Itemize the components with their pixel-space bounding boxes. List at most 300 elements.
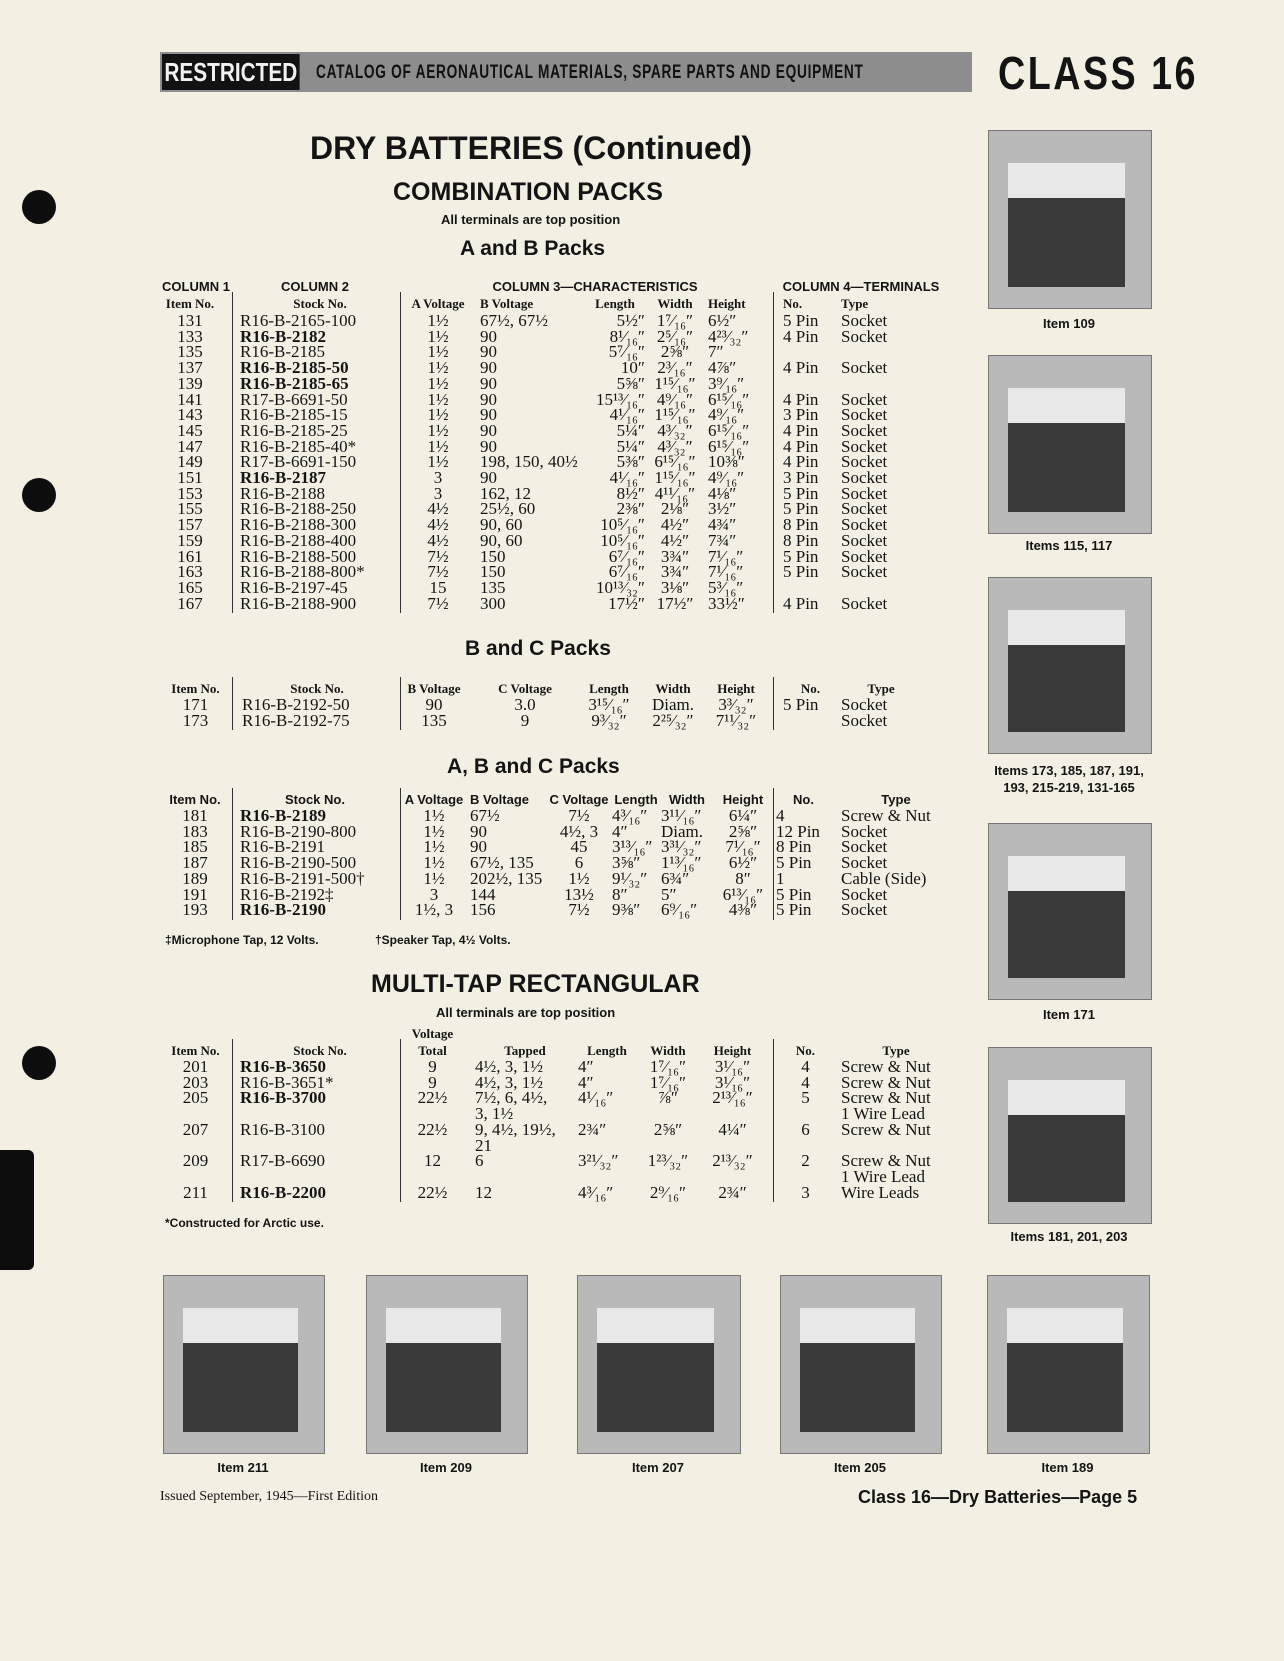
table-cell-a: 1½ — [427, 342, 449, 362]
multitap-subtitle: All terminals are top position — [436, 1005, 616, 1020]
table-cell-type: Socket — [841, 710, 888, 730]
column-header: Length — [614, 792, 658, 807]
table-cell-no: 4 Pin — [783, 358, 819, 378]
subsection-title-bc: B and C Packs — [465, 637, 611, 660]
photo-caption: Item 171 — [1042, 1007, 1096, 1022]
column-header: No. — [800, 681, 821, 696]
table-cell-wid: 6¹⁵⁄₁₆″ — [654, 452, 696, 472]
table-cell-item: 137 — [177, 358, 203, 378]
table-cell-type: Socket — [841, 900, 888, 920]
table-cell-wid: 1⁷⁄₁₆″ — [649, 1072, 687, 1092]
table-cell-stock: R16-B-3100 — [240, 1119, 325, 1139]
table-cell-item: 183 — [182, 821, 208, 841]
table-cell-item: 155 — [177, 499, 203, 519]
column-header: Length — [595, 296, 635, 311]
table-cell-tapped: 12 — [475, 1182, 492, 1202]
table-cell-a: 1½ — [427, 405, 449, 425]
column-header: Type — [882, 1043, 910, 1058]
photo-caption: Item 209 — [419, 1460, 473, 1475]
subsection-title-abc: A, B and C Packs — [447, 755, 620, 778]
column-header: Tapped — [504, 1043, 546, 1058]
table-cell-a: 1½ — [423, 868, 445, 888]
battery-top — [183, 1308, 298, 1343]
table-cell-stock: R16-B-2190-800 — [240, 821, 357, 841]
table-cell-item: 203 — [182, 1072, 209, 1092]
column-header: Height — [708, 296, 746, 311]
table-cell-type: Socket — [841, 884, 888, 904]
table-cell-item: 189 — [182, 868, 208, 888]
table-cell-tapped: 6 — [475, 1151, 484, 1171]
table-cell-stock: R16-B-2185-65 — [240, 373, 349, 393]
table-cell-len: 5⅝″ — [616, 373, 645, 393]
table-cell-stock: R16-B-2188-250 — [240, 499, 357, 519]
table-cell-hgt: 5³⁄₁₆″ — [708, 577, 744, 597]
battery-body — [1008, 423, 1125, 512]
table-cell-stock: R16-B-2190-500 — [240, 853, 357, 873]
table-cell-hgt: 33½″ — [708, 593, 745, 613]
table-cell-item: 165 — [177, 577, 203, 597]
table-cell-len: 10⁵⁄₁₆″ — [600, 515, 645, 535]
table-cell-item: 153 — [177, 483, 203, 503]
table-cell-wid: 2⅛″ — [660, 499, 690, 519]
table-cell-no: 4 Pin — [783, 436, 819, 456]
photo-caption: Items 173, 185, 187, 191, 193, 215-219, 131-165 — [994, 763, 1144, 795]
table-cell-a: 1½, 3 — [414, 900, 454, 920]
table-cell-b: 90 — [480, 468, 497, 487]
table-cell-wid: 1¹⁵⁄₁₆″ — [654, 405, 696, 425]
table-cell-a: 3 — [433, 468, 443, 487]
table-cell-wid: ⅞″ — [658, 1088, 678, 1108]
table-cell-stock: R16-B-2188-900 — [240, 593, 357, 613]
table-cell-stock: R16-B-2191-500† — [240, 868, 365, 888]
battery-body — [183, 1343, 298, 1432]
table-cell-item: 207 — [182, 1119, 209, 1139]
table-cell-b: 202½, 135 — [470, 868, 543, 888]
table-cell-a: 1½ — [427, 389, 449, 409]
table-cell-wid: 2²⁵⁄₃₂″ — [652, 710, 694, 730]
table-cell-b: 162, 12 — [480, 483, 531, 503]
table-cell-b: 198, 150, 40½ — [480, 452, 578, 472]
table-cell-b: 90 — [480, 358, 497, 378]
table-cell-no: 5 Pin — [783, 483, 819, 503]
table-cell-hgt: 4²³⁄₃₂″ — [708, 326, 749, 346]
column-header: A Voltage — [411, 296, 465, 311]
table-cell-len: 17½″ — [608, 593, 645, 613]
column-header: Stock No. — [285, 792, 345, 807]
table-cell-no: 4 Pin — [783, 389, 819, 409]
battery-body — [597, 1343, 714, 1432]
table-cell-b: 90 — [480, 405, 497, 425]
table-cell-type: Socket — [841, 530, 888, 550]
table-cell-no: 5 Pin — [783, 499, 819, 519]
table-cell-a: 4½ — [427, 530, 449, 550]
table-cell-wid: 3¾″ — [660, 562, 690, 582]
table-cell-len: 4³⁄₁₆″ — [612, 806, 648, 825]
table-cell-no: 4 — [776, 806, 785, 825]
table-cell-type: Socket — [841, 562, 888, 582]
table-cell-no: 5 Pin — [783, 546, 819, 566]
battery-top — [800, 1308, 915, 1343]
table-cell-item: 181 — [182, 806, 208, 825]
table-cell-hgt: 6½″ — [728, 853, 758, 873]
table-cell-hgt: 7″ — [708, 342, 724, 362]
table-cell-len: 3²¹⁄₃₂″ — [578, 1151, 619, 1171]
table-cell-hgt: 10⅜″ — [708, 452, 745, 472]
column-header: No. — [795, 1043, 816, 1058]
table-cell-item: 139 — [177, 373, 203, 393]
table-cell-wid: 4½″ — [660, 530, 690, 550]
table-cell-len: 6⁷⁄₁₆″ — [608, 546, 645, 566]
table-cell-total: 22½ — [417, 1088, 448, 1108]
table-cell-stock: R16-B-2188-500 — [240, 546, 357, 566]
table-cell-a: 1½ — [427, 420, 449, 440]
table-cell-len: 8½″ — [616, 483, 645, 503]
table-cell-wid: 6¾″ — [661, 868, 690, 888]
table-cell-type: Socket — [841, 389, 888, 409]
battery-photo — [987, 1275, 1150, 1454]
column-header: Width — [650, 1043, 686, 1058]
battery-body — [1008, 1115, 1125, 1203]
column-header: Height — [722, 792, 764, 807]
table-cell-type: Socket — [841, 546, 888, 566]
table-cell-type: Socket — [841, 452, 888, 472]
table-cell-c: 45 — [570, 837, 588, 857]
photo-caption: Item 211 — [217, 1460, 269, 1475]
table-cell-stock: R16-B-2188-300 — [240, 515, 357, 535]
table-cell-no: 4 Pin — [783, 326, 819, 346]
table-cell-len: 10″ — [620, 358, 645, 378]
table-cell-a: 15 — [429, 577, 447, 597]
table-cell-type: Screw & Nut — [841, 1072, 931, 1092]
table-cell-item: 171 — [182, 695, 209, 714]
battery-photo — [988, 130, 1152, 309]
battery-body — [1008, 198, 1125, 287]
column-header: Item No. — [171, 1043, 220, 1058]
battery-top — [1008, 856, 1125, 891]
column-divider — [773, 788, 774, 920]
table-cell-tapped: 7½, 6, 4½, 3, 1½ — [475, 1088, 548, 1124]
table-cell-stock: R16-B-2188-800* — [240, 562, 365, 582]
table-cell-a: 1½ — [423, 821, 445, 841]
column-header: A Voltage — [404, 792, 464, 807]
table-cell-len: 10¹³⁄₃₂″ — [596, 577, 645, 597]
table-cell-wid: 4⁹⁄₁₆″ — [656, 389, 694, 409]
battery-photo — [988, 823, 1152, 1000]
table-cell-item: 187 — [182, 853, 208, 873]
table-cell-wid: 2³⁄₁₆″ — [657, 358, 693, 378]
table-cell-no: 5 — [801, 1088, 810, 1108]
table-cell-stock: R16-B-2191 — [240, 837, 325, 857]
table-cell-a: 1½ — [427, 373, 449, 393]
table-cell-hgt: 4⁹⁄₁₆″ — [708, 468, 745, 487]
table-cell-b: 67½, 67½ — [480, 311, 548, 330]
page-title: DRY BATTERIES (Continued) — [310, 130, 753, 166]
column-group-header: COLUMN 1 — [162, 279, 230, 294]
table-cell-a: 1½ — [423, 806, 445, 825]
section-subtitle: All terminals are top position — [441, 212, 621, 227]
table-cell-b: 300 — [480, 593, 506, 613]
table-cell-item: 173 — [182, 710, 209, 730]
column-header: No. — [783, 296, 803, 311]
table-cell-type: Socket — [841, 837, 888, 857]
table-cell-len: 5¼″ — [616, 436, 645, 456]
table-cell-b: 150 — [480, 562, 506, 582]
battery-top — [1008, 388, 1125, 423]
column-divider — [400, 677, 401, 730]
section-title-multitap: MULTI-TAP RECTANGULAR — [371, 970, 700, 998]
table-cell-tapped: 4½, 3, 1½ — [475, 1057, 543, 1076]
table-cell-no: 4 Pin — [783, 593, 819, 613]
column-header: Stock No. — [293, 1043, 347, 1058]
table-cell-stock: R16-B-3700 — [240, 1088, 326, 1108]
column-header: Type — [841, 296, 869, 311]
table-cell-stock: R16-B-2192-50 — [242, 695, 350, 714]
table-cell-len: 10⁵⁄₁₆″ — [600, 530, 645, 550]
table-cell-a: 1½ — [427, 326, 449, 346]
table-cell-b: 90, 60 — [480, 515, 523, 535]
table-cell-type: Socket — [841, 515, 888, 535]
column-header: B Voltage — [407, 681, 461, 696]
table-cell-no: 5 Pin — [783, 695, 819, 714]
table-cell-len: 4¹⁄₁₆″ — [578, 1088, 614, 1108]
table-cell-no: 3 Pin — [783, 405, 819, 425]
table-cell-b: 150 — [480, 546, 506, 566]
table-cell-total: 22½ — [417, 1119, 448, 1139]
table-cell-len: 4¹⁄₁₆″ — [609, 468, 645, 487]
table-cell-no: 5 Pin — [776, 900, 812, 920]
column-header: Length — [589, 681, 629, 696]
photo-caption: Item 205 — [833, 1460, 887, 1475]
table-cell-stock: R17-B-6691-50 — [240, 389, 348, 409]
table-cell-a: 1½ — [427, 358, 449, 378]
footnote-microphone: ‡Microphone Tap, 12 Volts. — [165, 933, 319, 947]
table-cell-b: 67½ — [470, 806, 500, 825]
table-cell-b: 90 — [480, 326, 497, 346]
table-cell-stock: R16-B-2185-50 — [240, 358, 349, 378]
battery-body — [1008, 645, 1125, 733]
footnote-arctic: *Constructed for Arctic use. — [165, 1216, 324, 1230]
table-cell-len: 8¹⁄₁₆″ — [609, 326, 645, 346]
battery-photo — [780, 1275, 942, 1454]
battery-top — [386, 1308, 501, 1343]
table-cell-item: 161 — [177, 546, 203, 566]
table-cell-hgt: 2¾″ — [718, 1182, 747, 1202]
table-cell-stock: R16-B-2185-40* — [240, 436, 357, 456]
table-cell-item: 141 — [177, 389, 203, 409]
table-cell-hgt: 6½″ — [708, 311, 737, 330]
table-cell-no: 3 Pin — [783, 468, 819, 487]
table-cell-b: 90 — [480, 420, 497, 440]
battery-photo — [988, 1047, 1152, 1224]
table-cell-no: 5 Pin — [783, 311, 819, 330]
table-cell-a: 1½ — [427, 452, 449, 472]
binder-hole — [22, 478, 56, 512]
table-cell-item: 167 — [177, 593, 203, 613]
table-cell-hgt: 3³⁄₃₂″ — [718, 695, 754, 714]
table-cell-wid: Diam. — [651, 695, 695, 714]
table-cell-len: 9³⁄₃₂″ — [591, 710, 627, 730]
column-divider — [400, 292, 401, 613]
table-cell-wid: 1²³⁄₃₂″ — [647, 1151, 689, 1171]
binder-hole — [22, 1046, 56, 1080]
column-header: Height — [717, 681, 755, 696]
table-cell-type: Screw & Nut 1 Wire Lead — [841, 1151, 931, 1186]
column-header: No. — [793, 792, 814, 807]
table-cell-no: 1 — [776, 868, 785, 888]
table-cell-len: 4¹⁄₁₆″ — [609, 405, 645, 425]
column-group-header: COLUMN 4—TERMINALS — [782, 279, 940, 294]
column-divider — [773, 292, 774, 613]
table-cell-a: 4½ — [427, 515, 449, 535]
table-cell-type: Socket — [841, 420, 888, 440]
battery-top — [1008, 610, 1125, 645]
table-cell-wid: 1⁷⁄₁₆″ — [656, 311, 694, 330]
column-divider — [400, 1039, 401, 1202]
column-header: Type — [881, 792, 911, 807]
table-cell-item: 135 — [177, 342, 203, 362]
table-cell-wid: 3⅛″ — [660, 577, 690, 597]
table-cell-no: 2 — [801, 1151, 810, 1171]
table-cell-b: 90 — [470, 821, 487, 841]
table-cell-no: 5 Pin — [776, 884, 812, 904]
table-cell-hgt: 7¹¹⁄₃₂″ — [715, 710, 757, 730]
table-cell-total: 9 — [428, 1057, 437, 1076]
table-cell-item: 185 — [182, 837, 208, 857]
table-cell-item: 201 — [182, 1057, 209, 1076]
table-cell-wid: 1¹⁵⁄₁₆″ — [654, 468, 696, 487]
table-cell-c: 6 — [574, 853, 584, 873]
table-cell-c: 9 — [520, 710, 530, 730]
table-cell-no: 6 — [801, 1119, 810, 1139]
column-header: Item No. — [171, 681, 220, 696]
table-cell-stock: R16-B-2187 — [240, 468, 326, 487]
table-cell-wid: 17½″ — [656, 593, 694, 613]
battery-body — [1007, 1343, 1123, 1432]
column-divider — [232, 1039, 233, 1202]
column-header: Height — [713, 1043, 752, 1058]
page-label: Class 16—Dry Batteries—Page 5 — [858, 1487, 1138, 1507]
table-cell-hgt: 3⁹⁄₁₆″ — [708, 373, 745, 393]
table-cell-hgt: 4¾″ — [708, 515, 737, 535]
table-cell-type: Wire Leads — [841, 1182, 920, 1202]
table-cell-type: Screw & Nut — [841, 1119, 931, 1139]
table-cell-b: 90 — [480, 436, 497, 456]
table-cell-b: 90 — [480, 373, 497, 393]
table-cell-no: 3 — [801, 1182, 810, 1202]
table-cell-b: 90 — [470, 837, 487, 857]
restricted-label: RESTRICTED — [162, 54, 300, 90]
table-cell-no: 4 — [801, 1072, 810, 1092]
column-header: Stock No. — [290, 681, 344, 696]
table-cell-len: 5⁷⁄₁₆″ — [608, 342, 645, 362]
table-cell-hgt: 7¹⁄₁₆″ — [708, 546, 744, 566]
table-cell-len: 4″ — [578, 1057, 594, 1076]
table-cell-hgt: 8″ — [735, 868, 751, 888]
table-cell-item: 205 — [182, 1088, 209, 1108]
table-cell-len: 3¹⁵⁄₁₆″ — [588, 695, 630, 714]
table-cell-type: Socket — [841, 436, 888, 456]
table-cell-type: Socket — [841, 593, 888, 613]
table-cell-tapped: 4½, 3, 1½ — [475, 1072, 543, 1092]
table-cell-c: 3.0 — [514, 695, 536, 714]
battery-photo — [366, 1275, 528, 1454]
table-cell-wid: 2⅝″ — [660, 342, 690, 362]
table-cell-wid: 2⅝″ — [653, 1119, 683, 1139]
table-cell-len: 15¹³⁄₁₆″ — [596, 389, 645, 409]
column-group-header: COLUMN 3—CHARACTERISTICS — [492, 279, 698, 294]
photo-caption: Item 109 — [1042, 316, 1096, 331]
table-cell-stock: R17-B-6690 — [240, 1151, 325, 1171]
table-cell-c: 13½ — [564, 884, 594, 904]
battery-top — [1008, 1080, 1125, 1115]
table-cell-hgt: 4¼″ — [718, 1119, 747, 1139]
table-cell-b: 67½, 135 — [470, 853, 534, 873]
column-header: Item No. — [169, 792, 221, 807]
table-cell-stock: R16-B-3650 — [240, 1057, 326, 1076]
table-cell-stock: R16-B-2182 — [240, 326, 326, 346]
column-group-header: COLUMN 2 — [281, 279, 349, 294]
battery-photo — [988, 577, 1152, 754]
table-cell-wid: Diam. — [661, 821, 704, 841]
column-divider — [232, 292, 233, 613]
table-cell-stock: R16-B-2185-25 — [240, 420, 348, 440]
table-cell-a: 7½ — [427, 546, 449, 566]
table-cell-no: 5 Pin — [783, 562, 819, 582]
table-cell-hgt: 3¹⁄₁₆″ — [714, 1072, 751, 1092]
column-header: Item No. — [165, 296, 215, 311]
table-cell-len: 3⅝″ — [612, 853, 641, 873]
column-divider — [773, 1039, 774, 1202]
column-divider — [232, 788, 233, 920]
table-cell-len: 6⁷⁄₁₆″ — [608, 562, 645, 582]
table-cell-item: 151 — [177, 468, 203, 487]
column-header: C Voltage — [498, 681, 552, 696]
footnote-speaker: †Speaker Tap, 4½ Volts. — [375, 933, 511, 947]
table-cell-wid: 4¹¹⁄₁₆″ — [654, 483, 696, 503]
battery-photo — [577, 1275, 741, 1454]
table-cell-stock: R16-B-2200 — [240, 1182, 326, 1202]
voltage-group-header: Voltage — [411, 1026, 454, 1041]
table-cell-a: 3 — [433, 483, 443, 503]
table-cell-type: Screw & Nut 1 Wire Lead — [841, 1088, 931, 1124]
battery-photo — [988, 355, 1152, 534]
table-cell-item: 163 — [177, 562, 203, 582]
table-cell-hgt: 6¹³⁄₁₆″ — [722, 884, 764, 904]
table-cell-wid: 2⁵⁄₁₆″ — [656, 326, 694, 346]
table-cell-stock: R16-B-2197-45 — [240, 577, 348, 597]
table-cell-item: 131 — [177, 311, 203, 330]
table-cell-c: 7½ — [568, 806, 590, 825]
catalog-title: CATALOG OF AERONAUTICAL MATERIALS, SPARE PARTS AND EQUIPMENT — [316, 62, 864, 83]
table-cell-hgt: 3½″ — [708, 499, 737, 519]
column-header: Stock No. — [293, 296, 347, 311]
table-cell-wid: 1¹⁵⁄₁₆″ — [654, 373, 696, 393]
column-header: Width — [655, 681, 691, 696]
table-cell-hgt: 2¹³⁄₃₂″ — [712, 1151, 753, 1171]
table-cell-wid: 3¹¹⁄₁₆″ — [661, 806, 702, 825]
table-cell-hgt: 7¹⁄₁₆″ — [708, 562, 744, 582]
table-cell-wid: 4½″ — [660, 515, 690, 535]
column-header: B Voltage — [480, 296, 534, 311]
table-cell-stock: R16-B-2165-100 — [240, 311, 357, 330]
table-cell-stock: R16-B-2192-75 — [242, 710, 350, 730]
table-cell-c: 1½ — [568, 868, 590, 888]
table-cell-item: 147 — [177, 436, 203, 456]
column-header: Width — [669, 792, 705, 807]
column-header: C Voltage — [549, 792, 609, 807]
table-cell-type: Socket — [841, 405, 888, 425]
table-cell-hgt: 7¾″ — [708, 530, 737, 550]
